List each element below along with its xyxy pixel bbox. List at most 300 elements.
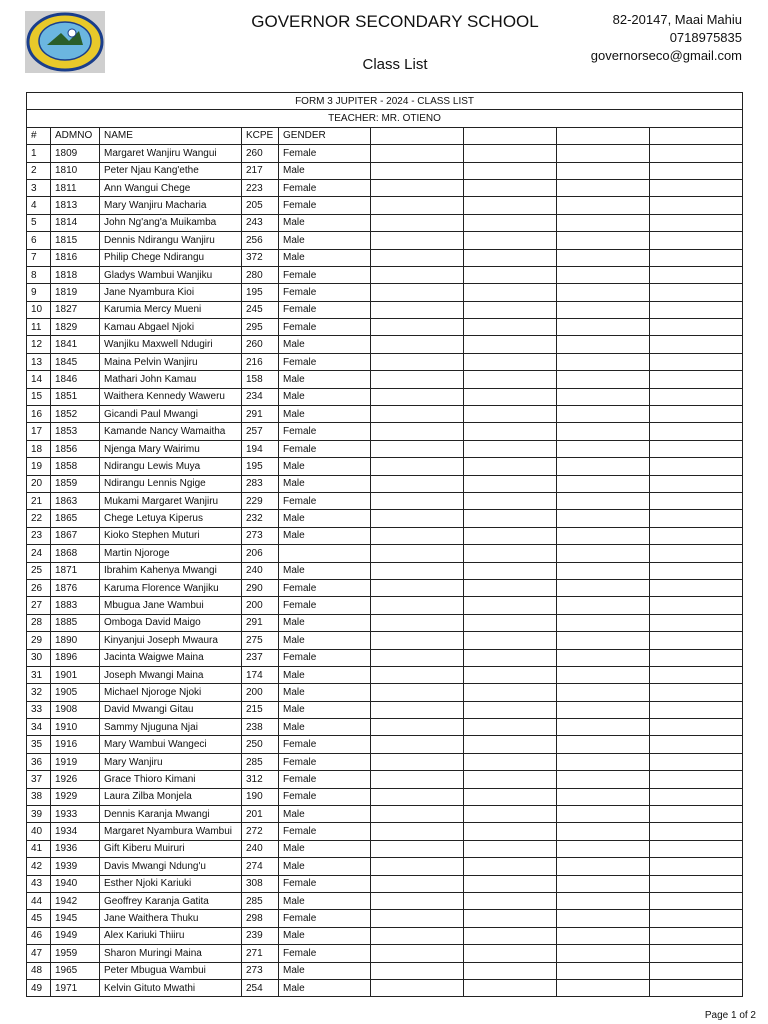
blank-cell xyxy=(371,510,464,527)
student-name: Karumia Mercy Mueni xyxy=(100,301,242,318)
kcpe-score: 285 xyxy=(242,892,279,909)
row-number: 17 xyxy=(27,423,51,440)
blank-cell xyxy=(557,614,650,631)
blank-cell xyxy=(371,284,464,301)
student-name: Jane Waithera Thuku xyxy=(100,910,242,927)
gender: Male xyxy=(279,458,371,475)
blank-cell xyxy=(557,353,650,370)
blank-cell xyxy=(557,962,650,979)
gender: Male xyxy=(279,632,371,649)
admission-number: 1816 xyxy=(51,249,100,266)
student-name: Peter Mbugua Wambui xyxy=(100,962,242,979)
table-row xyxy=(27,649,743,666)
blank-cell xyxy=(464,527,557,544)
admission-number: 1852 xyxy=(51,406,100,423)
table-title: FORM 3 JUPITER - 2024 - CLASS LIST xyxy=(27,93,743,110)
table-row xyxy=(27,475,743,492)
blank-cell xyxy=(371,388,464,405)
table-row xyxy=(27,406,743,423)
row-number: 43 xyxy=(27,875,51,892)
admission-number: 1908 xyxy=(51,701,100,718)
admission-number: 1859 xyxy=(51,475,100,492)
blank-cell xyxy=(371,162,464,179)
student-name: Ndirangu Lewis Muya xyxy=(100,458,242,475)
blank-cell xyxy=(650,458,743,475)
student-name: Kinyanjui Joseph Mwaura xyxy=(100,632,242,649)
blank-cell xyxy=(557,719,650,736)
row-number: 18 xyxy=(27,440,51,457)
student-name: Alex Kariuki Thiiru xyxy=(100,927,242,944)
table-row xyxy=(27,145,743,162)
student-name: Sharon Muringi Maina xyxy=(100,945,242,962)
table-row xyxy=(27,875,743,892)
admission-number: 1919 xyxy=(51,753,100,770)
blank-cell xyxy=(557,492,650,509)
blank-cell xyxy=(464,962,557,979)
table-row xyxy=(27,388,743,405)
kcpe-score: 272 xyxy=(242,823,279,840)
blank-cell xyxy=(464,475,557,492)
admission-number: 1910 xyxy=(51,719,100,736)
column-header: ADMNO xyxy=(51,127,100,144)
row-number: 31 xyxy=(27,666,51,683)
student-name: Sammy Njuguna Njai xyxy=(100,719,242,736)
email: governorseco@gmail.com xyxy=(590,48,742,63)
table-row xyxy=(27,423,743,440)
blank-column xyxy=(464,127,557,144)
blank-cell xyxy=(371,666,464,683)
blank-cell xyxy=(464,336,557,353)
gender: Female xyxy=(279,945,371,962)
student-name: Peter Njau Kang'ethe xyxy=(100,162,242,179)
table-row xyxy=(27,858,743,875)
blank-cell xyxy=(371,249,464,266)
blank-cell xyxy=(464,753,557,770)
gender: Male xyxy=(279,858,371,875)
admission-number: 1863 xyxy=(51,492,100,509)
kcpe-score: 274 xyxy=(242,858,279,875)
blank-cell xyxy=(650,736,743,753)
blank-cell xyxy=(464,892,557,909)
blank-cell xyxy=(557,527,650,544)
blank-cell xyxy=(464,319,557,336)
row-number: 37 xyxy=(27,771,51,788)
blank-cell xyxy=(464,266,557,283)
row-number: 34 xyxy=(27,719,51,736)
blank-cell xyxy=(650,527,743,544)
blank-cell xyxy=(464,597,557,614)
admission-number: 1896 xyxy=(51,649,100,666)
kcpe-score: 298 xyxy=(242,910,279,927)
gender: Female xyxy=(279,788,371,805)
school-name: GOVERNOR SECONDARY SCHOOL xyxy=(251,12,539,31)
blank-cell xyxy=(650,371,743,388)
blank-cell xyxy=(371,858,464,875)
row-number: 1 xyxy=(27,145,51,162)
blank-cell xyxy=(650,249,743,266)
admission-number: 1853 xyxy=(51,423,100,440)
student-name: Mukami Margaret Wanjiru xyxy=(100,492,242,509)
blank-cell xyxy=(464,545,557,562)
blank-cell xyxy=(650,979,743,996)
blank-cell xyxy=(557,945,650,962)
gender: Male xyxy=(279,232,371,249)
admission-number: 1929 xyxy=(51,788,100,805)
kcpe-score: 195 xyxy=(242,284,279,301)
blank-cell xyxy=(557,232,650,249)
row-number: 3 xyxy=(27,179,51,196)
gender: Male xyxy=(279,371,371,388)
admission-number: 1905 xyxy=(51,684,100,701)
blank-cell xyxy=(557,736,650,753)
table-row xyxy=(27,823,743,840)
admission-number: 1939 xyxy=(51,858,100,875)
admission-number: 1867 xyxy=(51,527,100,544)
table-row xyxy=(27,336,743,353)
admission-number: 1827 xyxy=(51,301,100,318)
student-name: Ndirangu Lennis Ngige xyxy=(100,475,242,492)
student-name: Kelvin Gituto Mwathi xyxy=(100,979,242,996)
gender: Female xyxy=(279,579,371,596)
blank-cell xyxy=(557,406,650,423)
student-name: Mary Wanjiru xyxy=(100,753,242,770)
gender: Male xyxy=(279,562,371,579)
kcpe-score: 273 xyxy=(242,962,279,979)
table-row xyxy=(27,249,743,266)
kcpe-score: 308 xyxy=(242,875,279,892)
row-number: 30 xyxy=(27,649,51,666)
kcpe-score: 280 xyxy=(242,266,279,283)
blank-cell xyxy=(371,788,464,805)
student-name: Grace Thioro Kimani xyxy=(100,771,242,788)
school-logo xyxy=(25,11,105,73)
blank-cell xyxy=(557,927,650,944)
table-row xyxy=(27,736,743,753)
kcpe-score: 232 xyxy=(242,510,279,527)
kcpe-score: 271 xyxy=(242,945,279,962)
blank-column xyxy=(557,127,650,144)
row-number: 15 xyxy=(27,388,51,405)
gender: Male xyxy=(279,162,371,179)
kcpe-score: 158 xyxy=(242,371,279,388)
blank-cell xyxy=(464,440,557,457)
blank-cell xyxy=(464,632,557,649)
blank-cell xyxy=(464,406,557,423)
blank-cell xyxy=(650,266,743,283)
blank-cell xyxy=(371,145,464,162)
blank-cell xyxy=(371,910,464,927)
blank-cell xyxy=(371,232,464,249)
table-row xyxy=(27,579,743,596)
blank-cell xyxy=(371,197,464,214)
kcpe-score: 229 xyxy=(242,492,279,509)
blank-cell xyxy=(464,145,557,162)
student-name: Njenga Mary Wairimu xyxy=(100,440,242,457)
blank-cell xyxy=(464,232,557,249)
blank-cell xyxy=(464,927,557,944)
blank-cell xyxy=(464,806,557,823)
blank-cell xyxy=(464,162,557,179)
gender xyxy=(279,545,371,562)
blank-cell xyxy=(650,719,743,736)
blank-cell xyxy=(464,719,557,736)
kcpe-score: 250 xyxy=(242,736,279,753)
blank-cell xyxy=(464,492,557,509)
table-row xyxy=(27,492,743,509)
blank-cell xyxy=(650,319,743,336)
table-row xyxy=(27,614,743,631)
table-row xyxy=(27,962,743,979)
blank-cell xyxy=(650,179,743,196)
blank-cell xyxy=(371,562,464,579)
teacher-name: TEACHER: MR. OTIENO xyxy=(27,110,743,127)
table-row xyxy=(27,510,743,527)
admission-number: 1818 xyxy=(51,266,100,283)
kcpe-score: 174 xyxy=(242,666,279,683)
table-row xyxy=(27,788,743,805)
row-number: 19 xyxy=(27,458,51,475)
blank-cell xyxy=(557,979,650,996)
admission-number: 1933 xyxy=(51,806,100,823)
blank-cell xyxy=(371,840,464,857)
admission-number: 1959 xyxy=(51,945,100,962)
gender: Male xyxy=(279,666,371,683)
row-number: 25 xyxy=(27,562,51,579)
table-row xyxy=(27,301,743,318)
blank-cell xyxy=(650,892,743,909)
blank-cell xyxy=(464,614,557,631)
blank-cell xyxy=(650,510,743,527)
admission-number: 1876 xyxy=(51,579,100,596)
blank-cell xyxy=(650,492,743,509)
row-number: 46 xyxy=(27,927,51,944)
kcpe-score: 194 xyxy=(242,440,279,457)
blank-cell xyxy=(557,684,650,701)
student-name: Mary Wanjiru Macharia xyxy=(100,197,242,214)
student-name: Ibrahim Kahenya Mwangi xyxy=(100,562,242,579)
blank-cell xyxy=(371,597,464,614)
kcpe-score: 240 xyxy=(242,562,279,579)
blank-cell xyxy=(464,840,557,857)
blank-cell xyxy=(371,527,464,544)
blank-cell xyxy=(371,475,464,492)
blank-cell xyxy=(371,353,464,370)
kcpe-score: 216 xyxy=(242,353,279,370)
admission-number: 1936 xyxy=(51,840,100,857)
table-row xyxy=(27,597,743,614)
gender: Female xyxy=(279,301,371,318)
blank-cell xyxy=(371,545,464,562)
row-number: 33 xyxy=(27,701,51,718)
blank-cell xyxy=(557,197,650,214)
blank-cell xyxy=(371,336,464,353)
contact-block xyxy=(591,11,742,65)
student-name: John Ng'ang'a Muikamba xyxy=(100,214,242,231)
blank-cell xyxy=(650,910,743,927)
blank-cell xyxy=(464,249,557,266)
row-number: 4 xyxy=(27,197,51,214)
blank-cell xyxy=(650,545,743,562)
kcpe-score: 245 xyxy=(242,301,279,318)
row-number: 44 xyxy=(27,892,51,909)
admission-number: 1851 xyxy=(51,388,100,405)
table-row xyxy=(27,284,743,301)
table-row xyxy=(27,632,743,649)
column-header: KCPE xyxy=(242,127,279,144)
table-row xyxy=(27,353,743,370)
blank-cell xyxy=(650,962,743,979)
kcpe-score: 238 xyxy=(242,719,279,736)
blank-cell xyxy=(650,388,743,405)
blank-cell xyxy=(557,284,650,301)
student-name: Wanjiku Maxwell Ndugiri xyxy=(100,336,242,353)
blank-cell xyxy=(371,875,464,892)
blank-cell xyxy=(557,666,650,683)
blank-cell xyxy=(650,927,743,944)
blank-cell xyxy=(557,301,650,318)
blank-cell xyxy=(464,214,557,231)
student-name: Karuma Florence Wanjiku xyxy=(100,579,242,596)
row-number: 35 xyxy=(27,736,51,753)
kcpe-score: 283 xyxy=(242,475,279,492)
table-row xyxy=(27,562,743,579)
blank-cell xyxy=(371,806,464,823)
blank-cell xyxy=(557,162,650,179)
blank-cell xyxy=(650,214,743,231)
table-row xyxy=(27,892,743,909)
gender: Female xyxy=(279,736,371,753)
kcpe-score: 285 xyxy=(242,753,279,770)
student-name: Dennis Karanja Mwangi xyxy=(100,806,242,823)
blank-cell xyxy=(371,753,464,770)
admission-number: 1942 xyxy=(51,892,100,909)
admission-number: 1841 xyxy=(51,336,100,353)
gender: Female xyxy=(279,423,371,440)
blank-cell xyxy=(557,249,650,266)
blank-cell xyxy=(650,145,743,162)
blank-cell xyxy=(650,649,743,666)
blank-cell xyxy=(371,266,464,283)
kcpe-score: 291 xyxy=(242,614,279,631)
blank-cell xyxy=(650,284,743,301)
gender: Female xyxy=(279,753,371,770)
blank-cell xyxy=(464,388,557,405)
row-number: 27 xyxy=(27,597,51,614)
blank-cell xyxy=(371,632,464,649)
admission-number: 1868 xyxy=(51,545,100,562)
admission-number: 1971 xyxy=(51,979,100,996)
blank-cell xyxy=(557,388,650,405)
row-number: 28 xyxy=(27,614,51,631)
blank-cell xyxy=(650,945,743,962)
blank-cell xyxy=(371,701,464,718)
admission-number: 1819 xyxy=(51,284,100,301)
student-name: Gladys Wambui Wanjiku xyxy=(100,266,242,283)
blank-cell xyxy=(650,301,743,318)
row-number: 32 xyxy=(27,684,51,701)
blank-cell xyxy=(371,440,464,457)
table-row xyxy=(27,371,743,388)
blank-cell xyxy=(464,945,557,962)
row-number: 6 xyxy=(27,232,51,249)
student-name: Waithera Kennedy Waweru xyxy=(100,388,242,405)
gender: Female xyxy=(279,319,371,336)
kcpe-score: 237 xyxy=(242,649,279,666)
blank-cell xyxy=(464,736,557,753)
admission-number: 1813 xyxy=(51,197,100,214)
table-row xyxy=(27,840,743,857)
row-number: 10 xyxy=(27,301,51,318)
blank-cell xyxy=(464,910,557,927)
student-name: Davis Mwangi Ndung'u xyxy=(100,858,242,875)
table-row xyxy=(27,753,743,770)
student-name: Geoffrey Karanja Gatita xyxy=(100,892,242,909)
kcpe-score: 260 xyxy=(242,336,279,353)
admission-number: 1965 xyxy=(51,962,100,979)
blank-cell xyxy=(557,632,650,649)
blank-cell xyxy=(650,440,743,457)
blank-cell xyxy=(371,823,464,840)
blank-cell xyxy=(557,840,650,857)
admission-number: 1883 xyxy=(51,597,100,614)
kcpe-score: 190 xyxy=(242,788,279,805)
row-number: 23 xyxy=(27,527,51,544)
student-name: Kamande Nancy Wamaitha xyxy=(100,423,242,440)
blank-cell xyxy=(557,579,650,596)
row-number: 14 xyxy=(27,371,51,388)
address: 82-20147, Maai Mahiu xyxy=(612,12,742,27)
student-name: Joseph Mwangi Maina xyxy=(100,666,242,683)
table-row xyxy=(27,458,743,475)
blank-cell xyxy=(557,806,650,823)
table-row xyxy=(27,197,743,214)
admission-number: 1814 xyxy=(51,214,100,231)
gender: Female xyxy=(279,597,371,614)
row-number: 22 xyxy=(27,510,51,527)
row-number: 20 xyxy=(27,475,51,492)
admission-number: 1940 xyxy=(51,875,100,892)
student-name: Margaret Wanjiru Wangui xyxy=(100,145,242,162)
blank-cell xyxy=(371,179,464,196)
row-number: 45 xyxy=(27,910,51,927)
table-row xyxy=(27,319,743,336)
table-row xyxy=(27,684,743,701)
blank-cell xyxy=(371,214,464,231)
gender: Male xyxy=(279,614,371,631)
gender: Female xyxy=(279,440,371,457)
kcpe-score: 372 xyxy=(242,249,279,266)
blank-cell xyxy=(464,371,557,388)
row-number: 7 xyxy=(27,249,51,266)
admission-number: 1885 xyxy=(51,614,100,631)
blank-cell xyxy=(464,684,557,701)
gender: Female xyxy=(279,649,371,666)
table-row xyxy=(27,771,743,788)
blank-cell xyxy=(557,649,650,666)
blank-cell xyxy=(557,458,650,475)
blank-cell xyxy=(557,266,650,283)
student-name: Jacinta Waigwe Maina xyxy=(100,649,242,666)
blank-cell xyxy=(371,945,464,962)
blank-cell xyxy=(557,545,650,562)
blank-cell xyxy=(650,232,743,249)
class-list-table xyxy=(26,92,743,997)
gender: Female xyxy=(279,266,371,283)
student-name: Mbugua Jane Wambui xyxy=(100,597,242,614)
row-number: 39 xyxy=(27,806,51,823)
gender: Male xyxy=(279,510,371,527)
kcpe-score: 291 xyxy=(242,406,279,423)
